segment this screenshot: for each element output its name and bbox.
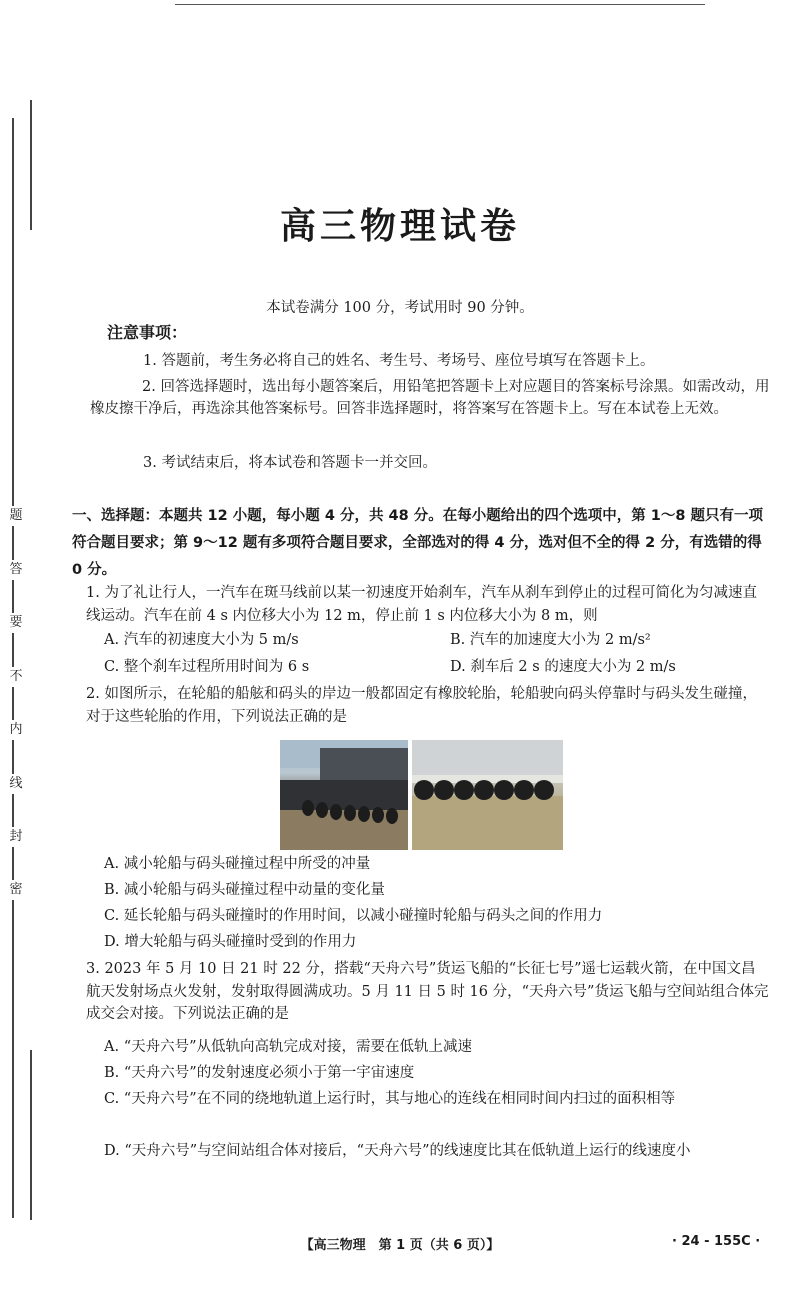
binding-char: 密 [8,880,24,900]
question-2-stem: 2. 如图所示，在轮船的船舷和码头的岸边一般都固定有橡胶轮胎，轮船驶向码头停靠时与码头发生碰撞，对于这些轮胎的作用，下列说法正确的是 [86,686,757,725]
question-3-option-c: C. “天舟六号”在不同的绕地轨道上运行时，其与地心的连线在相同时间内扫过的面积相等 [104,1091,676,1107]
binding-char: 要 [8,613,24,633]
page-footer: 【高三物理 第 1 页（共 6 页）】 [300,1238,500,1253]
binding-char: 内 [8,720,24,740]
header-rule [175,4,705,5]
exam-title: 高三物理试卷 [279,206,520,247]
ship-tires-photo [280,740,408,850]
binding-char: 线 [8,774,24,794]
binding-char: 不 [8,667,24,687]
question-3-stem: 3. 2023 年 5 月 10 日 21 时 22 分，搭载“天舟六号”货运飞船的“长征七号”遥七运载火箭，在中国文昌航天发射场点火发射，发射取得圆满成功。5 月 11 日 5 时 16 分，“天舟六号”货运飞船与空间站组合体完成交会对接。下列说法正确的是 [86,961,769,1022]
dock-tires-photo [412,740,563,850]
binding-char: 题 [8,506,24,526]
paper-code: · 24 - 155C · [672,1234,761,1249]
question-1-option-a: A. 汽车的初速度大小为 5 m/s [104,632,299,648]
question-2-option-a: A. 减小轮船与码头碰撞过程中所受的冲量 [104,856,371,872]
question-1-option-d: D. 刹车后 2 s 的速度大小为 2 m/s [450,659,676,675]
binding-char: 答 [8,560,24,580]
question-2-option-d: D. 增大轮船与码头碰撞时受到的作用力 [104,934,357,950]
question-3-option-d: D. “天舟六号”与空间站组合体对接后，“天舟六号”的线速度比其在低轨道上运行的线速度小 [104,1143,691,1159]
binding-line [30,1050,32,1220]
notice-item: 1. 答题前，考生务必将自己的姓名、考生号、考场号、座位号填写在答题卡上。 [143,353,655,369]
question-3-option-a: A. “天舟六号”从低轨向高轨完成对接，需要在低轨上减速 [104,1039,473,1055]
binding-char: 封 [8,827,24,847]
exam-subtitle: 本试卷满分 100 分，考试用时 90 分钟。 [266,300,534,316]
notice-item: 3. 考试结束后，将本试卷和答题卡一并交回。 [143,455,437,471]
question-2-option-b: B. 减小轮船与码头碰撞过程中动量的变化量 [104,882,385,898]
notice-item: 2. 回答选择题时，选出每小题答案后，用铅笔把答题卡上对应题目的答案标号涂黑。如需改动，用橡皮擦干净后，再选涂其他答案标号。回答非选择题时，将答案写在答题卡上。写在本试卷上无效。 [90,379,770,417]
question-1-option-b: B. 汽车的加速度大小为 2 m/s² [450,632,651,648]
question-3-option-b: B. “天舟六号”的发射速度必须小于第一宇宙速度 [104,1065,415,1081]
question-1-stem: 1. 为了礼让行人，一汽车在斑马线前以某一初速度开始刹车，汽车从刹车到停止的过程可简化为匀减速直线运动。汽车在前 4 s 内位移大小为 12 m，停止前 1 s 内位移大小为 8 m，则 [86,585,757,624]
notice-heading: 注意事项： [107,323,188,342]
question-1-option-c: C. 整个刹车过程所用时间为 6 s [104,659,310,675]
section-heading: 一、选择题：本题共 12 小题，每小题 4 分，共 48 分。在每小题给出的四个选项中，第 1～8 题只有一项符合题目要求；第 9～12 题有多项符合题目要求，全部选对的得 4 分，选对但不全的得 2 分，有选错的得 0 分。 [72,508,764,578]
question-2-option-c: C. 延长轮船与码头碰撞时的作用时间，以减小碰撞时轮船与码头之间的作用力 [104,908,603,924]
